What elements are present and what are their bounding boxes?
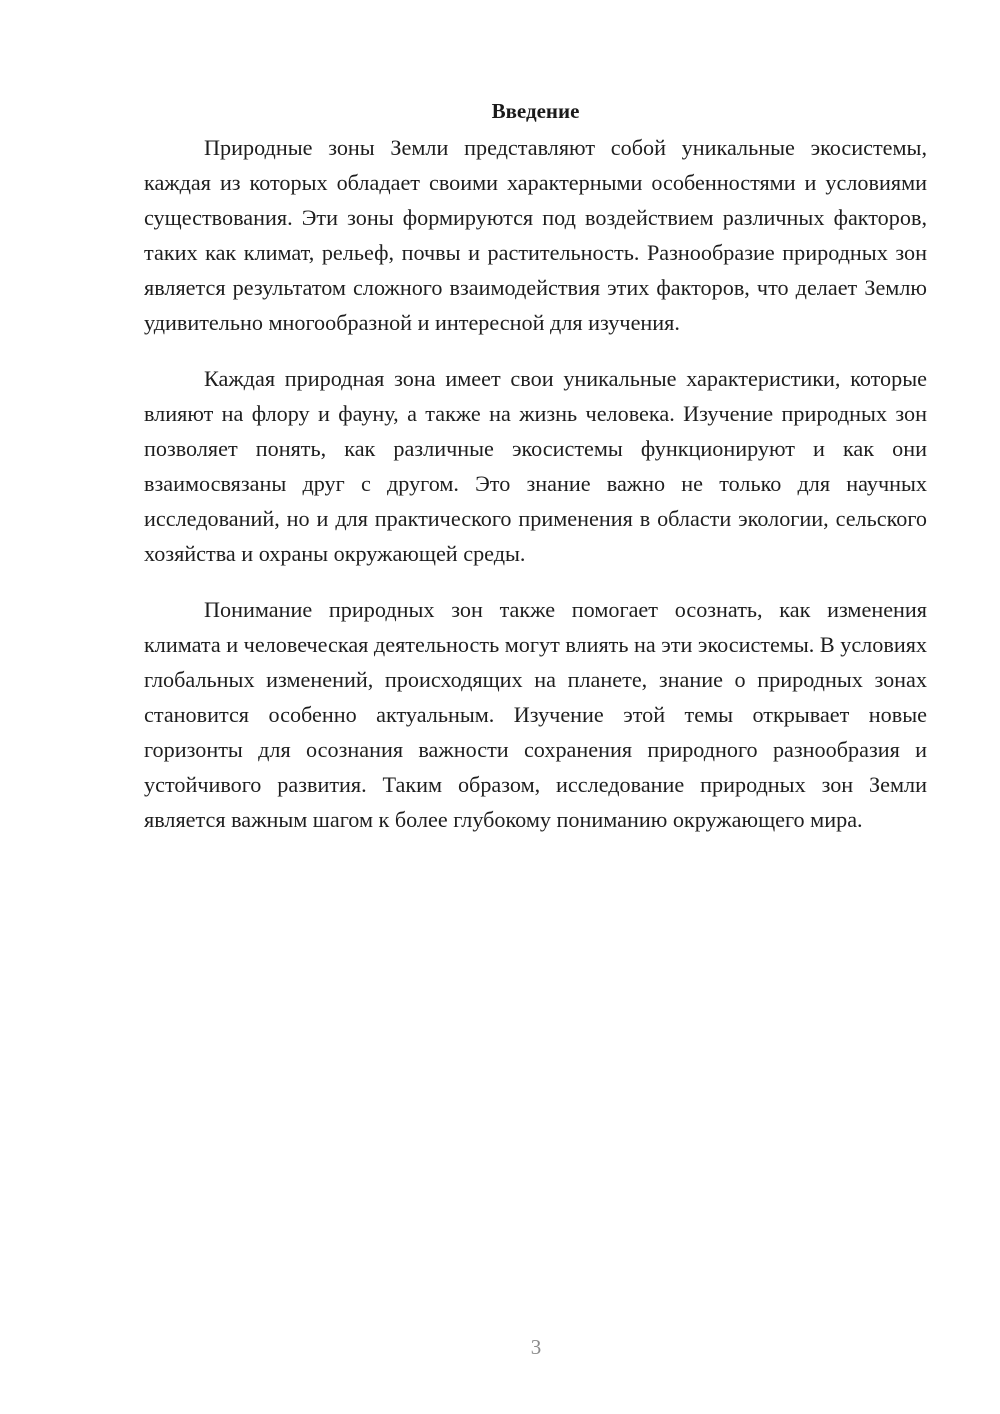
paragraph-2: Каждая природная зона имеет свои уникальные характеристики, которые влияют на флору и фауну, а также на жизнь человека. Изучение природных зон позволяет понять, как различные экосистемы функционируют и как они взаимосвязаны друг с другом. Это знание важно не только для научных исследований, но и для практического применения в области экологии, сельского хозяйства и охраны окружающей среды. bbox=[144, 366, 927, 566]
paragraph-1: Природные зоны Земли представляют собой уникальные экосистемы, каждая из которых обладает своими характерными особенностями и условиями существования. Эти зоны формируются под воздействием различных факторов, таких как климат, рельеф, почвы и растительность. Разнообразие природных зон является результатом сложного взаимодействия этих факторов, что делает Землю удивительно многообразной и интересной для изучения. bbox=[144, 135, 927, 335]
page-number: 3 bbox=[530, 1335, 542, 1359]
section-heading: Введение bbox=[491, 99, 580, 123]
paragraph-3: Понимание природных зон также помогает осознать, как изменения климата и человеческая деятельность могут влиять на эти экосистемы. В условиях глобальных изменений, происходящих на планете, знание о природных зонах становится особенно актуальным. Изучение этой темы открывает новые горизонты для осознания важности сохранения природного разнообразия и устойчивого развития. Таким образом, исследование природных зон Земли является важным шагом к более глубокому пониманию окружающего мира. bbox=[144, 597, 927, 832]
page-content bbox=[144, 96, 927, 837]
